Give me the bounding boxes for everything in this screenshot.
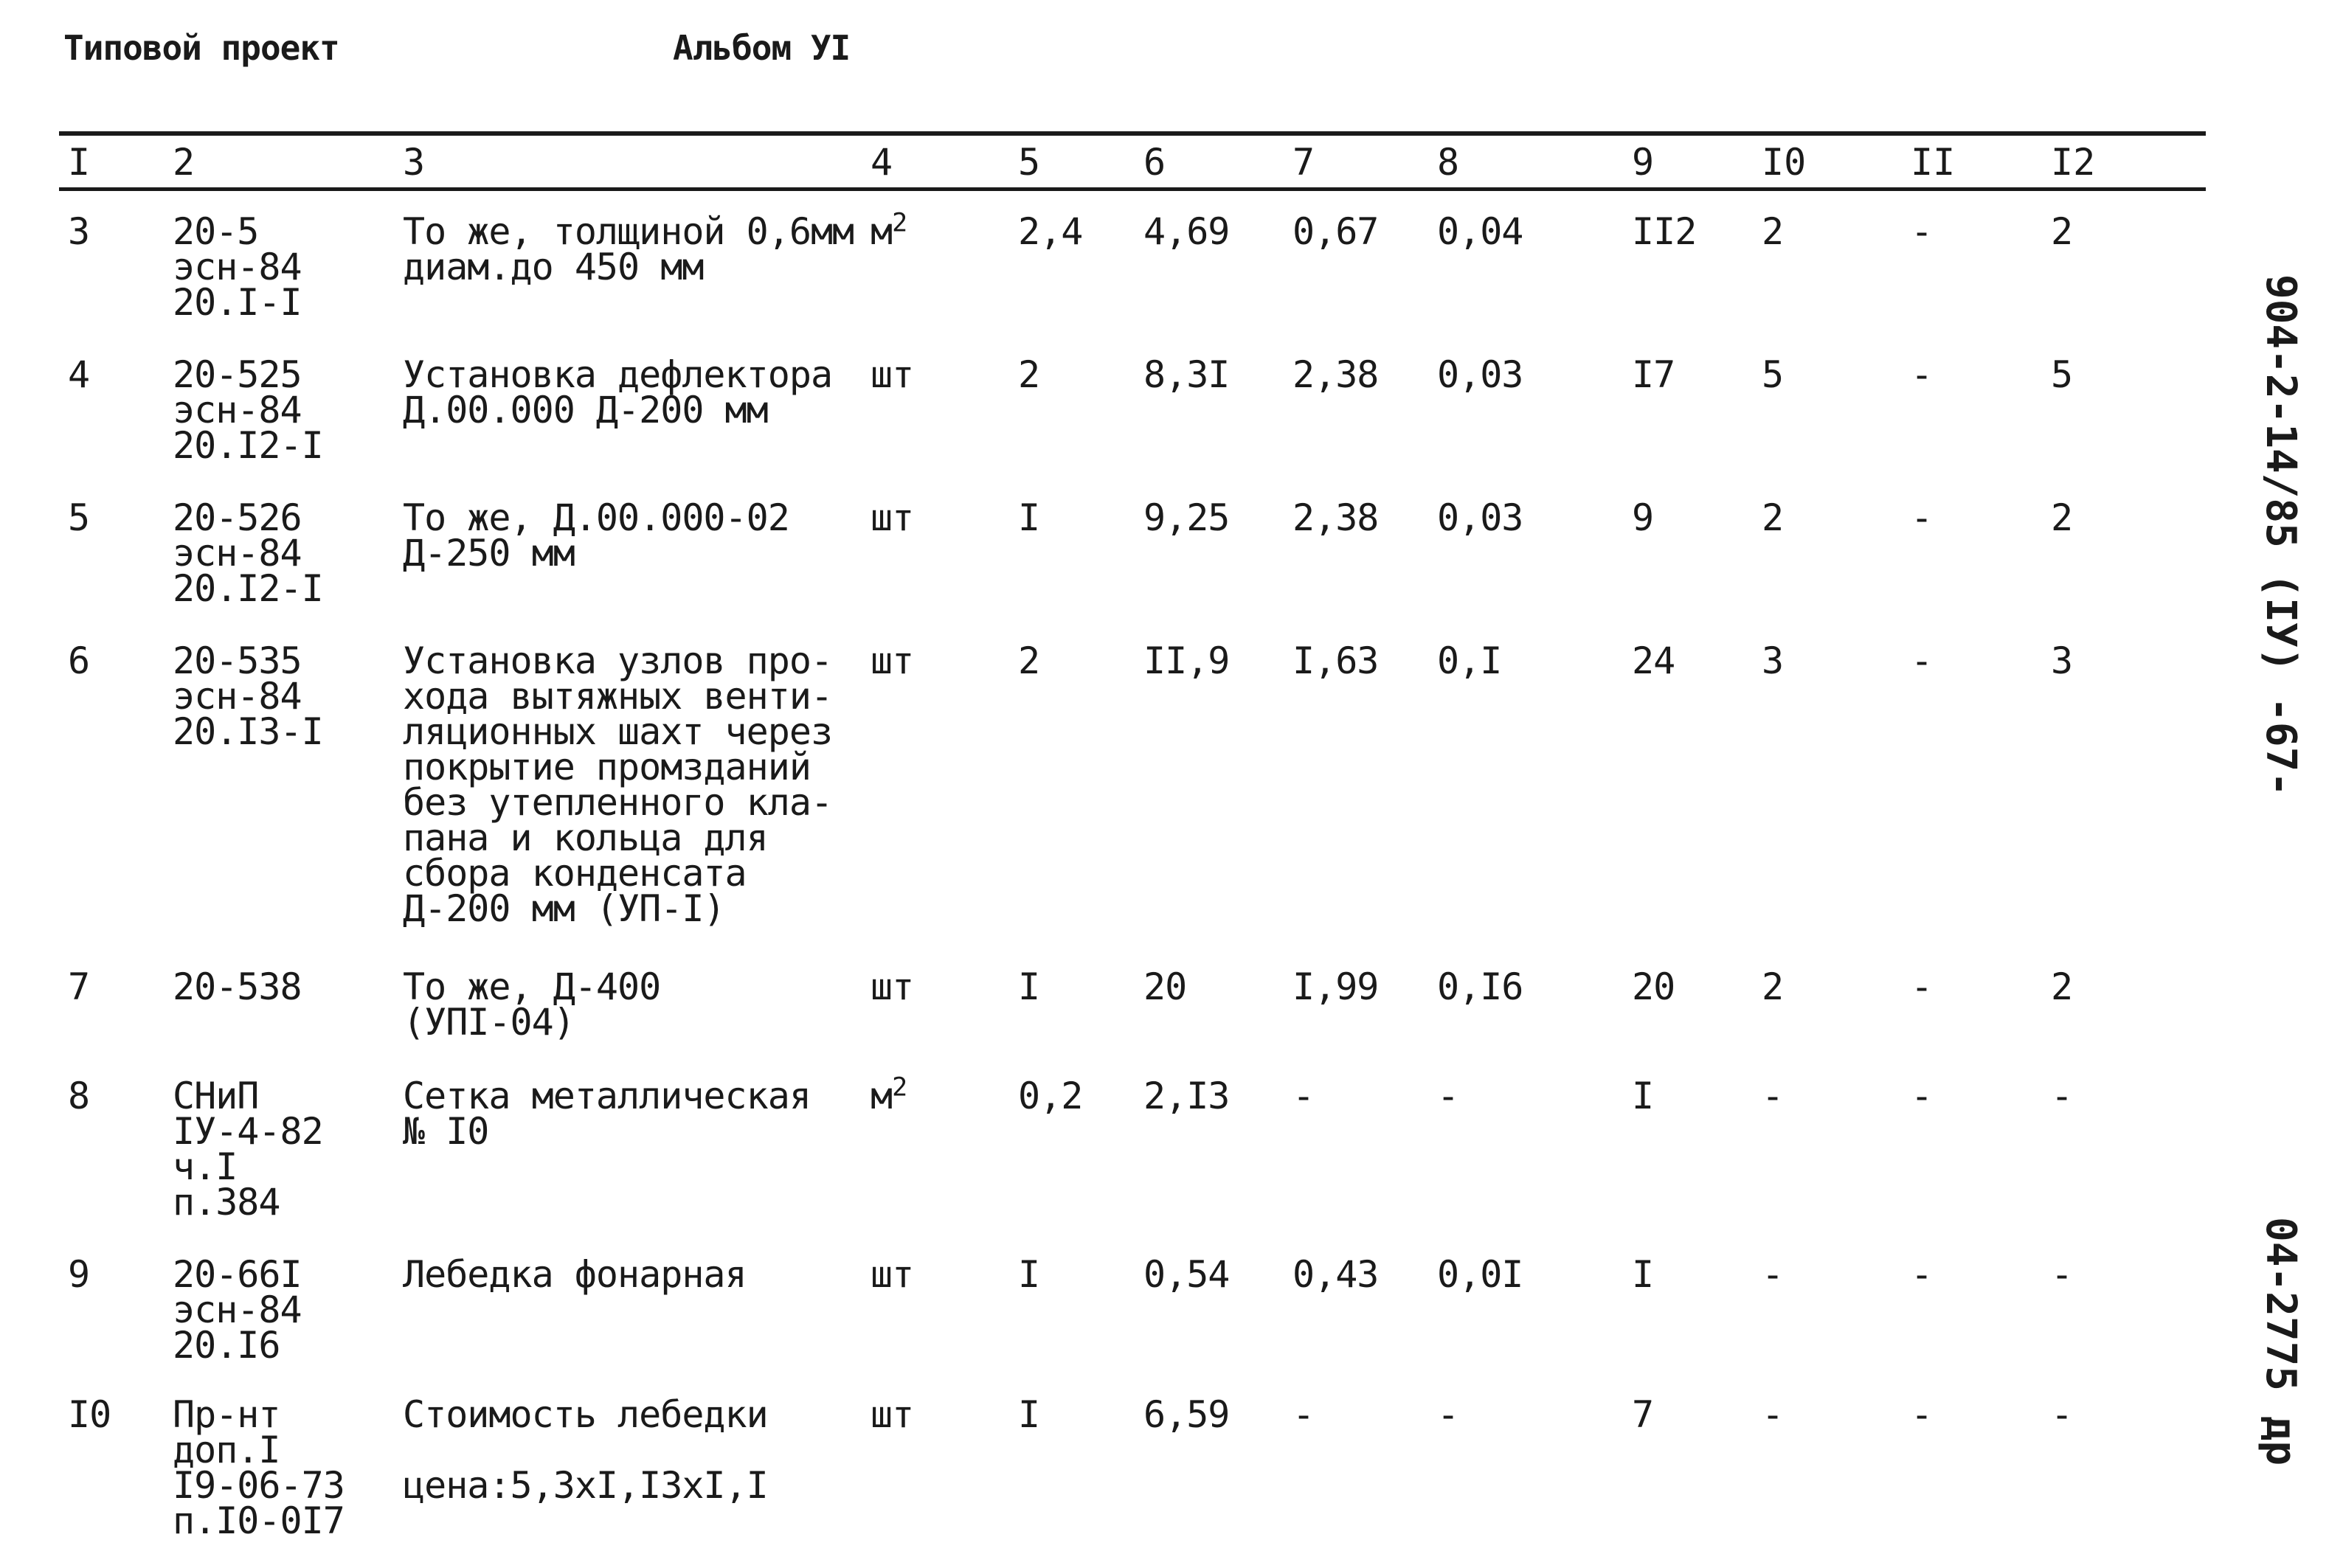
row-value-c7: - (1292, 1075, 1315, 1117)
row-number: 8 (68, 1075, 90, 1117)
row-value-c9: 9 (1632, 496, 1654, 539)
row-value-c8: - (1437, 1075, 1459, 1117)
side-note-bottom: 04-2775 др (2257, 1217, 2305, 1466)
row-value-c7: I,63 (1292, 639, 1379, 682)
column-number: 4 (871, 141, 893, 184)
column-number: 9 (1632, 141, 1655, 184)
column-number: 6 (1143, 141, 1166, 184)
row-value-c8: - (1437, 1393, 1459, 1436)
row-value-c11: - (1911, 1253, 1933, 1296)
row-value-c6: 9,25 (1143, 496, 1230, 539)
row-name: Лебедка фонарная (403, 1253, 747, 1296)
row-value-c9: 20 (1632, 965, 1675, 1008)
row-code: 20-538 (173, 965, 302, 1008)
row-name: Установка узлов про- хода вытяжных венти- ляционных шахт через покрытие промзданий без утепленного кла- пана и кольца для сбора конденсата Д-200 мм (УП-I) (403, 639, 833, 930)
row-value-c10: 5 (1762, 353, 1784, 396)
row-value-c7: 0,67 (1292, 210, 1379, 253)
row-value-c8: 0,03 (1437, 353, 1523, 396)
row-name: То же, Д-400 (УПI-04) (403, 965, 661, 1044)
row-number: 5 (68, 496, 90, 539)
row-value-c6: 6,59 (1143, 1393, 1230, 1436)
row-value-c8: 0,I6 (1437, 965, 1523, 1008)
row-unit-superscript: 2 (892, 1072, 907, 1103)
row-value-c5: I (1018, 965, 1040, 1008)
row-value-c12: 2 (2051, 210, 2073, 253)
row-value-c5: 2 (1018, 639, 1040, 682)
row-number: 3 (68, 210, 90, 253)
row-name: Стоимость лебедки цена:5,3xI,I3xI,I (403, 1393, 768, 1507)
row-value-c11: - (1911, 210, 1933, 253)
column-number: II (1911, 141, 1956, 184)
row-number: 6 (68, 639, 90, 682)
row-value-c9: 24 (1632, 639, 1675, 682)
row-name: То же, Д.00.000-02 Д-250 мм (403, 496, 789, 575)
top-rule (59, 131, 2206, 136)
row-number: I0 (68, 1393, 111, 1436)
row-unit-text: м (871, 210, 893, 253)
row-unit (871, 208, 907, 253)
row-value-c11: - (1911, 496, 1933, 539)
column-number: 7 (1292, 141, 1315, 184)
row-value-c5: 0,2 (1018, 1075, 1083, 1117)
row-code: 20-5 эсн-84 20.I-I (173, 210, 302, 324)
row-value-c8: 0,0I (1437, 1253, 1523, 1296)
row-value-c11: - (1911, 1075, 1933, 1117)
row-value-c8: 0,I (1437, 639, 1502, 682)
row-value-c10: 3 (1762, 639, 1784, 682)
header-rule (59, 187, 2206, 191)
column-number: I (68, 141, 91, 184)
row-value-c10: - (1762, 1393, 1784, 1436)
row-value-c5: I (1018, 496, 1040, 539)
row-value-c9: II2 (1632, 210, 1697, 253)
side-note-top: 904-2-14/85 (IУ) -67- (2257, 274, 2305, 797)
row-value-c10: 2 (1762, 210, 1784, 253)
row-unit (871, 1072, 907, 1117)
row-value-c12: - (2051, 1075, 2073, 1117)
row-value-c12: - (2051, 1253, 2073, 1296)
row-unit-text: шт (871, 639, 914, 682)
row-value-c7: - (1292, 1393, 1315, 1436)
row-value-c7: 2,38 (1292, 496, 1379, 539)
row-value-c5: I (1018, 1393, 1040, 1436)
row-value-c8: 0,03 (1437, 496, 1523, 539)
row-name: Сетка металлическая № I0 (403, 1075, 811, 1153)
row-value-c12: 3 (2051, 639, 2073, 682)
row-code: 20-525 эсн-84 20.I2-I (173, 353, 323, 467)
row-unit (871, 496, 914, 539)
row-unit (871, 1253, 914, 1296)
row-value-c8: 0,04 (1437, 210, 1523, 253)
row-value-c6: 20 (1143, 965, 1187, 1008)
row-value-c6: 4,69 (1143, 210, 1230, 253)
row-value-c6: II,9 (1143, 639, 1230, 682)
row-unit-superscript: 2 (892, 208, 907, 238)
row-code: 20-526 эсн-84 20.I2-I (173, 496, 323, 610)
row-value-c6: 8,3I (1143, 353, 1230, 396)
row-value-c5: 2,4 (1018, 210, 1083, 253)
header-album: Альбом УI (673, 28, 851, 68)
column-number: 2 (173, 141, 195, 184)
row-value-c10: - (1762, 1075, 1784, 1117)
row-name: То же, толщиной 0,6мм диам.до 450 мм (403, 210, 854, 288)
row-value-c6: 2,I3 (1143, 1075, 1230, 1117)
row-unit (871, 353, 914, 396)
row-value-c9: I7 (1632, 353, 1675, 396)
row-unit (871, 1393, 914, 1436)
row-value-c12: 5 (2051, 353, 2073, 396)
row-unit (871, 965, 914, 1008)
row-value-c5: 2 (1018, 353, 1040, 396)
row-unit (871, 639, 914, 682)
row-value-c11: - (1911, 353, 1933, 396)
row-number: 9 (68, 1253, 90, 1296)
row-value-c6: 0,54 (1143, 1253, 1230, 1296)
column-number: 5 (1018, 141, 1041, 184)
column-number: I0 (1762, 141, 1807, 184)
row-value-c9: I (1632, 1253, 1654, 1296)
row-value-c10: 2 (1762, 965, 1784, 1008)
row-value-c11: - (1911, 639, 1933, 682)
row-number: 4 (68, 353, 90, 396)
row-value-c7: I,99 (1292, 965, 1379, 1008)
row-unit-text: шт (871, 496, 914, 539)
row-unit-text: шт (871, 1253, 914, 1296)
row-value-c7: 2,38 (1292, 353, 1379, 396)
row-unit-text: шт (871, 1393, 914, 1436)
column-number: I2 (2051, 141, 2096, 184)
row-value-c12: 2 (2051, 496, 2073, 539)
row-code: СНиП IУ-4-82 ч.I п.384 (173, 1075, 323, 1224)
row-unit-text: шт (871, 965, 914, 1008)
row-code: 20-535 эсн-84 20.I3-I (173, 639, 323, 753)
row-value-c10: 2 (1762, 496, 1784, 539)
row-value-c9: I (1632, 1075, 1654, 1117)
row-value-c12: 2 (2051, 965, 2073, 1008)
row-value-c9: 7 (1632, 1393, 1654, 1436)
row-unit-text: шт (871, 353, 914, 396)
row-value-c5: I (1018, 1253, 1040, 1296)
row-unit-text: м (871, 1075, 893, 1117)
row-number: 7 (68, 965, 90, 1008)
row-code: 20-66I эсн-84 20.I6 (173, 1253, 302, 1367)
header-project: Типовой проект (63, 28, 339, 68)
row-value-c10: - (1762, 1253, 1784, 1296)
row-value-c11: - (1911, 1393, 1933, 1436)
column-number: 3 (403, 141, 426, 184)
row-code: Пр-нт доп.I I9-06-73 п.I0-0I7 (173, 1393, 345, 1542)
row-value-c7: 0,43 (1292, 1253, 1379, 1296)
column-number: 8 (1437, 141, 1460, 184)
row-value-c12: - (2051, 1393, 2073, 1436)
row-value-c11: - (1911, 965, 1933, 1008)
row-name: Установка дефлектора Д.00.000 Д-200 мм (403, 353, 833, 431)
